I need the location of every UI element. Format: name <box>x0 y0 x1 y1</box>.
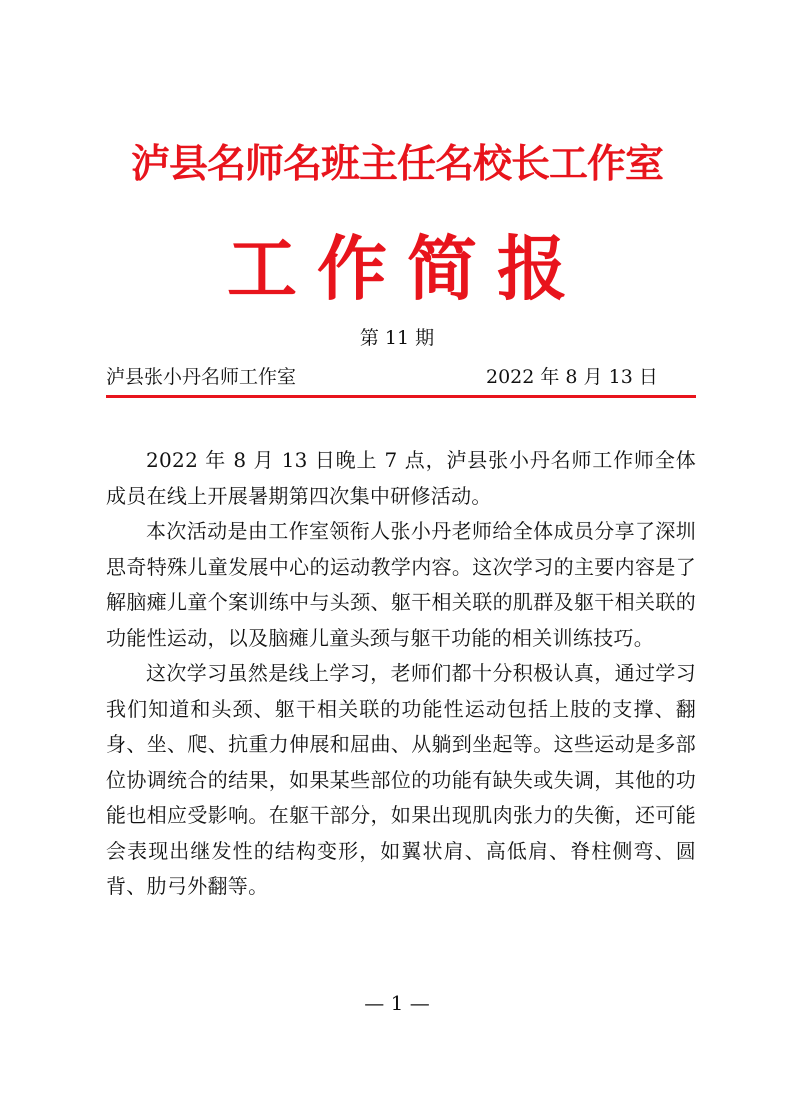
document-title: 泸县名师名班主任名校长工作室 <box>130 141 663 187</box>
publish-date: 2022 年 8 月 13 日 <box>486 366 658 388</box>
publisher-name: 泸县张小丹名师工作室 <box>106 366 297 388</box>
paragraph: 这次学习虽然是线上学习，老师们都十分积极认真，通过学习我们知道和头颈、躯干相关联的功能性运动包括上肢的支撑、翻身、坐、爬、抗重力伸展和屈曲、从躺到坐起等。这些运动是多部位协调统合的结果，如果某些部位的功能有缺失或失调，其他的功能也相应受影响。在躯干部分，如果出现肌肉张力的失衡，还可能会表现出继发性的结构变形，如翼状肩、高低肩、脊柱侧弯、圆背、肋弓外翻等。 <box>106 661 696 898</box>
document-body <box>106 443 696 905</box>
page-number: — 1 — <box>364 991 430 1015</box>
paragraph: 本次活动是由工作室领衔人张小丹老师给全体成员分享了深圳思奇特殊儿童发展中心的运动教学内容。这次学习的主要内容是了解脑瘫儿童个案训练中与头颈、躯干相关联的肌群及躯干相关联的功能性运动，以及脑瘫儿童头颈与躯干功能的相关训练技巧。 <box>106 519 696 650</box>
paragraph: 2022 年 8 月 13 日晚上 7 点，泸县张小丹名师工作师全体成员在线上开展暑期第四次集中研修活动。 <box>106 448 696 508</box>
issue-number: 第 11 期 <box>359 327 435 349</box>
header-divider <box>106 395 696 398</box>
document-subtitle: 工作简报 <box>227 227 587 310</box>
